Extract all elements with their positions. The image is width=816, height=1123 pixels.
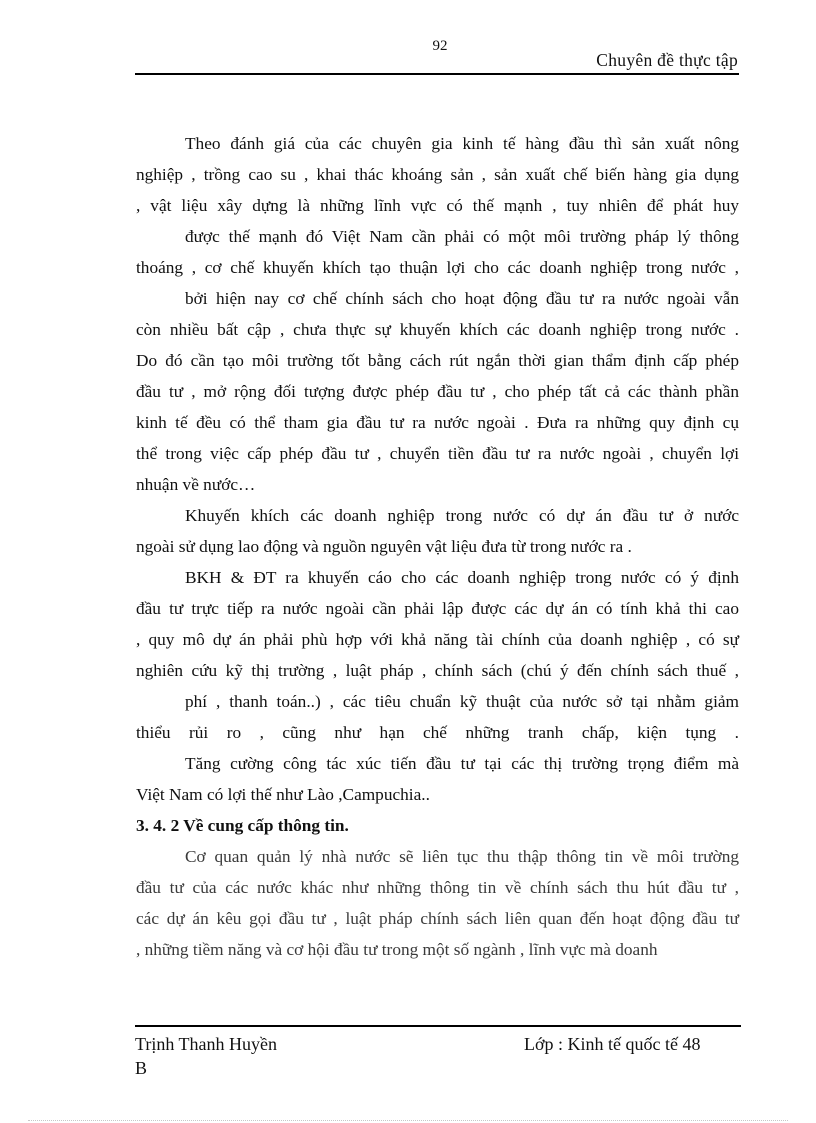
footer-class: Lớp : Kinh tế quốc tế 48 [524, 1034, 701, 1054]
body-line: phí , thanh toán..) , các tiêu chuẩn kỹ thuật của nước sở tại nhằm giảm [185, 692, 739, 711]
author-name: Trịnh Thanh Huyền [135, 1034, 278, 1054]
body-line: Tăng cường công tác xúc tiến đầu tư tại các thị trường trọng điểm mà [185, 754, 739, 773]
body-line: , vật liệu xây dựng là những lĩnh vực có thế mạnh , tuy nhiên để phát huy [136, 196, 739, 215]
body-line: kinh tế đều có thể tham gia đầu tư ra nước ngoài . Đưa ra những quy định cụ [136, 413, 739, 432]
section-heading: 3. 4. 2 Về cung cấp thông tin. [136, 816, 349, 835]
body-line: nghiệp , trồng cao su , khai thác khoáng sản , sản xuất chế biến hàng gia dụng [136, 165, 739, 184]
footer-author [135, 1032, 277, 1080]
body-line: BKH & ĐT ra khuyến cáo cho các doanh nghiệp trong nước có ý định [185, 568, 739, 587]
body-line: ngoài sử dụng lao động và nguồn nguyên vật liệu đưa từ trong nước ra . [136, 537, 632, 556]
body-line: đầu tư trực tiếp ra nước ngoài cần phải lập được các dự án có tính khả thi cao [136, 599, 739, 618]
body-line: , những tiềm năng và cơ hội đầu tư trong một số ngành , lĩnh vực mà doanh [136, 940, 658, 959]
body-line: Việt Nam có lợi thế như Lào ,Campuchia.. [136, 785, 430, 804]
author-name-continued: B [135, 1058, 148, 1078]
header-rule [135, 73, 739, 75]
body-line: đầu tư của các nước khác như những thông tin về chính sách thu hút đầu tư , [136, 878, 739, 897]
body-line: thoáng , cơ chế khuyến khích tạo thuận lợi cho các doanh nghiệp trong nước , [136, 258, 739, 277]
body-line: bởi hiện nay cơ chế chính sách cho hoạt động đầu tư ra nước ngoài vẫn [185, 289, 739, 308]
body-line: nghiên cứu kỹ thị trường , luật pháp , chính sách (chú ý đến chính sách thuế , [136, 661, 739, 680]
body-line: còn nhiều bất cập , chưa thực sự khuyến khích các doanh nghiệp trong nước . [136, 320, 739, 339]
body-line: được thế mạnh đó Việt Nam cần phải có một môi trường pháp lý thông [185, 227, 739, 246]
body-line: Theo đánh giá của các chuyên gia kinh tế hàng đầu thì sản xuất nông [185, 134, 739, 153]
body-line: các dự án kêu gọi đầu tư , luật pháp chính sách liên quan đến hoạt động đầu tư [136, 909, 739, 928]
footer-rule [135, 1025, 741, 1027]
header-title: Chuyên đề thực tập [596, 50, 738, 70]
document-body [136, 128, 739, 965]
page-number: 92 [432, 38, 448, 54]
body-line: nhuận về nước… [136, 475, 256, 494]
body-line: đầu tư , mở rộng đối tượng được phép đầu tư , cho phép tất cả các thành phần [136, 382, 739, 401]
body-line: thể trong việc cấp phép đầu tư , chuyển tiền đầu tư ra nước ngoài , chuyển lợi [136, 444, 739, 463]
body-line: Khuyến khích các doanh nghiệp trong nước có dự án đầu tư ở nước [185, 506, 739, 525]
body-line: thiểu rủi ro , cũng như hạn chế những tranh chấp, kiện tụng . [136, 723, 739, 742]
body-line: Do đó cần tạo môi trường tốt bằng cách rút ngắn thời gian thẩm định cấp phép [136, 351, 739, 370]
page-bottom-border [28, 1120, 788, 1121]
body-line: Cơ quan quản lý nhà nước sẽ liên tục thu thập thông tin về môi trường [185, 847, 739, 866]
body-line: , quy mô dự án phải phù hợp với khả năng tài chính của doanh nghiệp , có sự [136, 630, 739, 649]
